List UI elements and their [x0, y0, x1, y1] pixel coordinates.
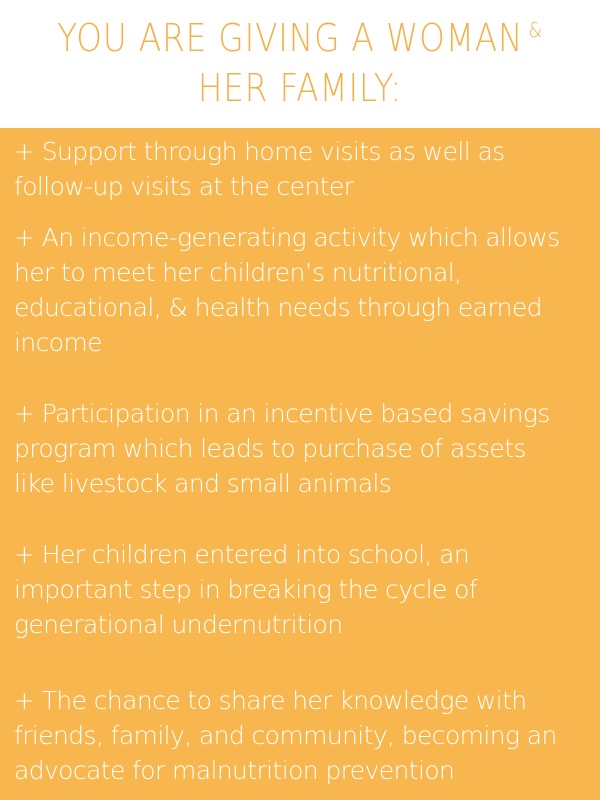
title-line-1 — [42, 16, 558, 60]
title-line-2: HER FAMILY: — [197, 66, 403, 110]
benefit-item-school-entry: + Her children entered into school, an important step in breaking the cycle of generational undernutrition — [14, 540, 477, 639]
benefit-item-home-visits: + Support through home visits as well as follow-up visits at the center — [14, 137, 505, 201]
benefit-item-savings-program: + Participation in an incentive based savings program which leads to purchase of assets like livestock and small animals — [14, 399, 550, 498]
title-ampersand: & — [528, 18, 543, 42]
title-line-1-text: YOU ARE GIVING A WOMAN — [57, 16, 524, 60]
benefits-panel — [0, 128, 600, 800]
title-header — [0, 0, 600, 128]
benefit-item-income-activity: + An income-generating activity which allows her to meet her children’s nutritional, educational, & health needs through earned income — [14, 223, 560, 357]
benefit-item-share-knowledge: + The chance to share her knowledge with friends, family, and community, becoming an advocate for malnutrition prevention — [14, 686, 557, 785]
